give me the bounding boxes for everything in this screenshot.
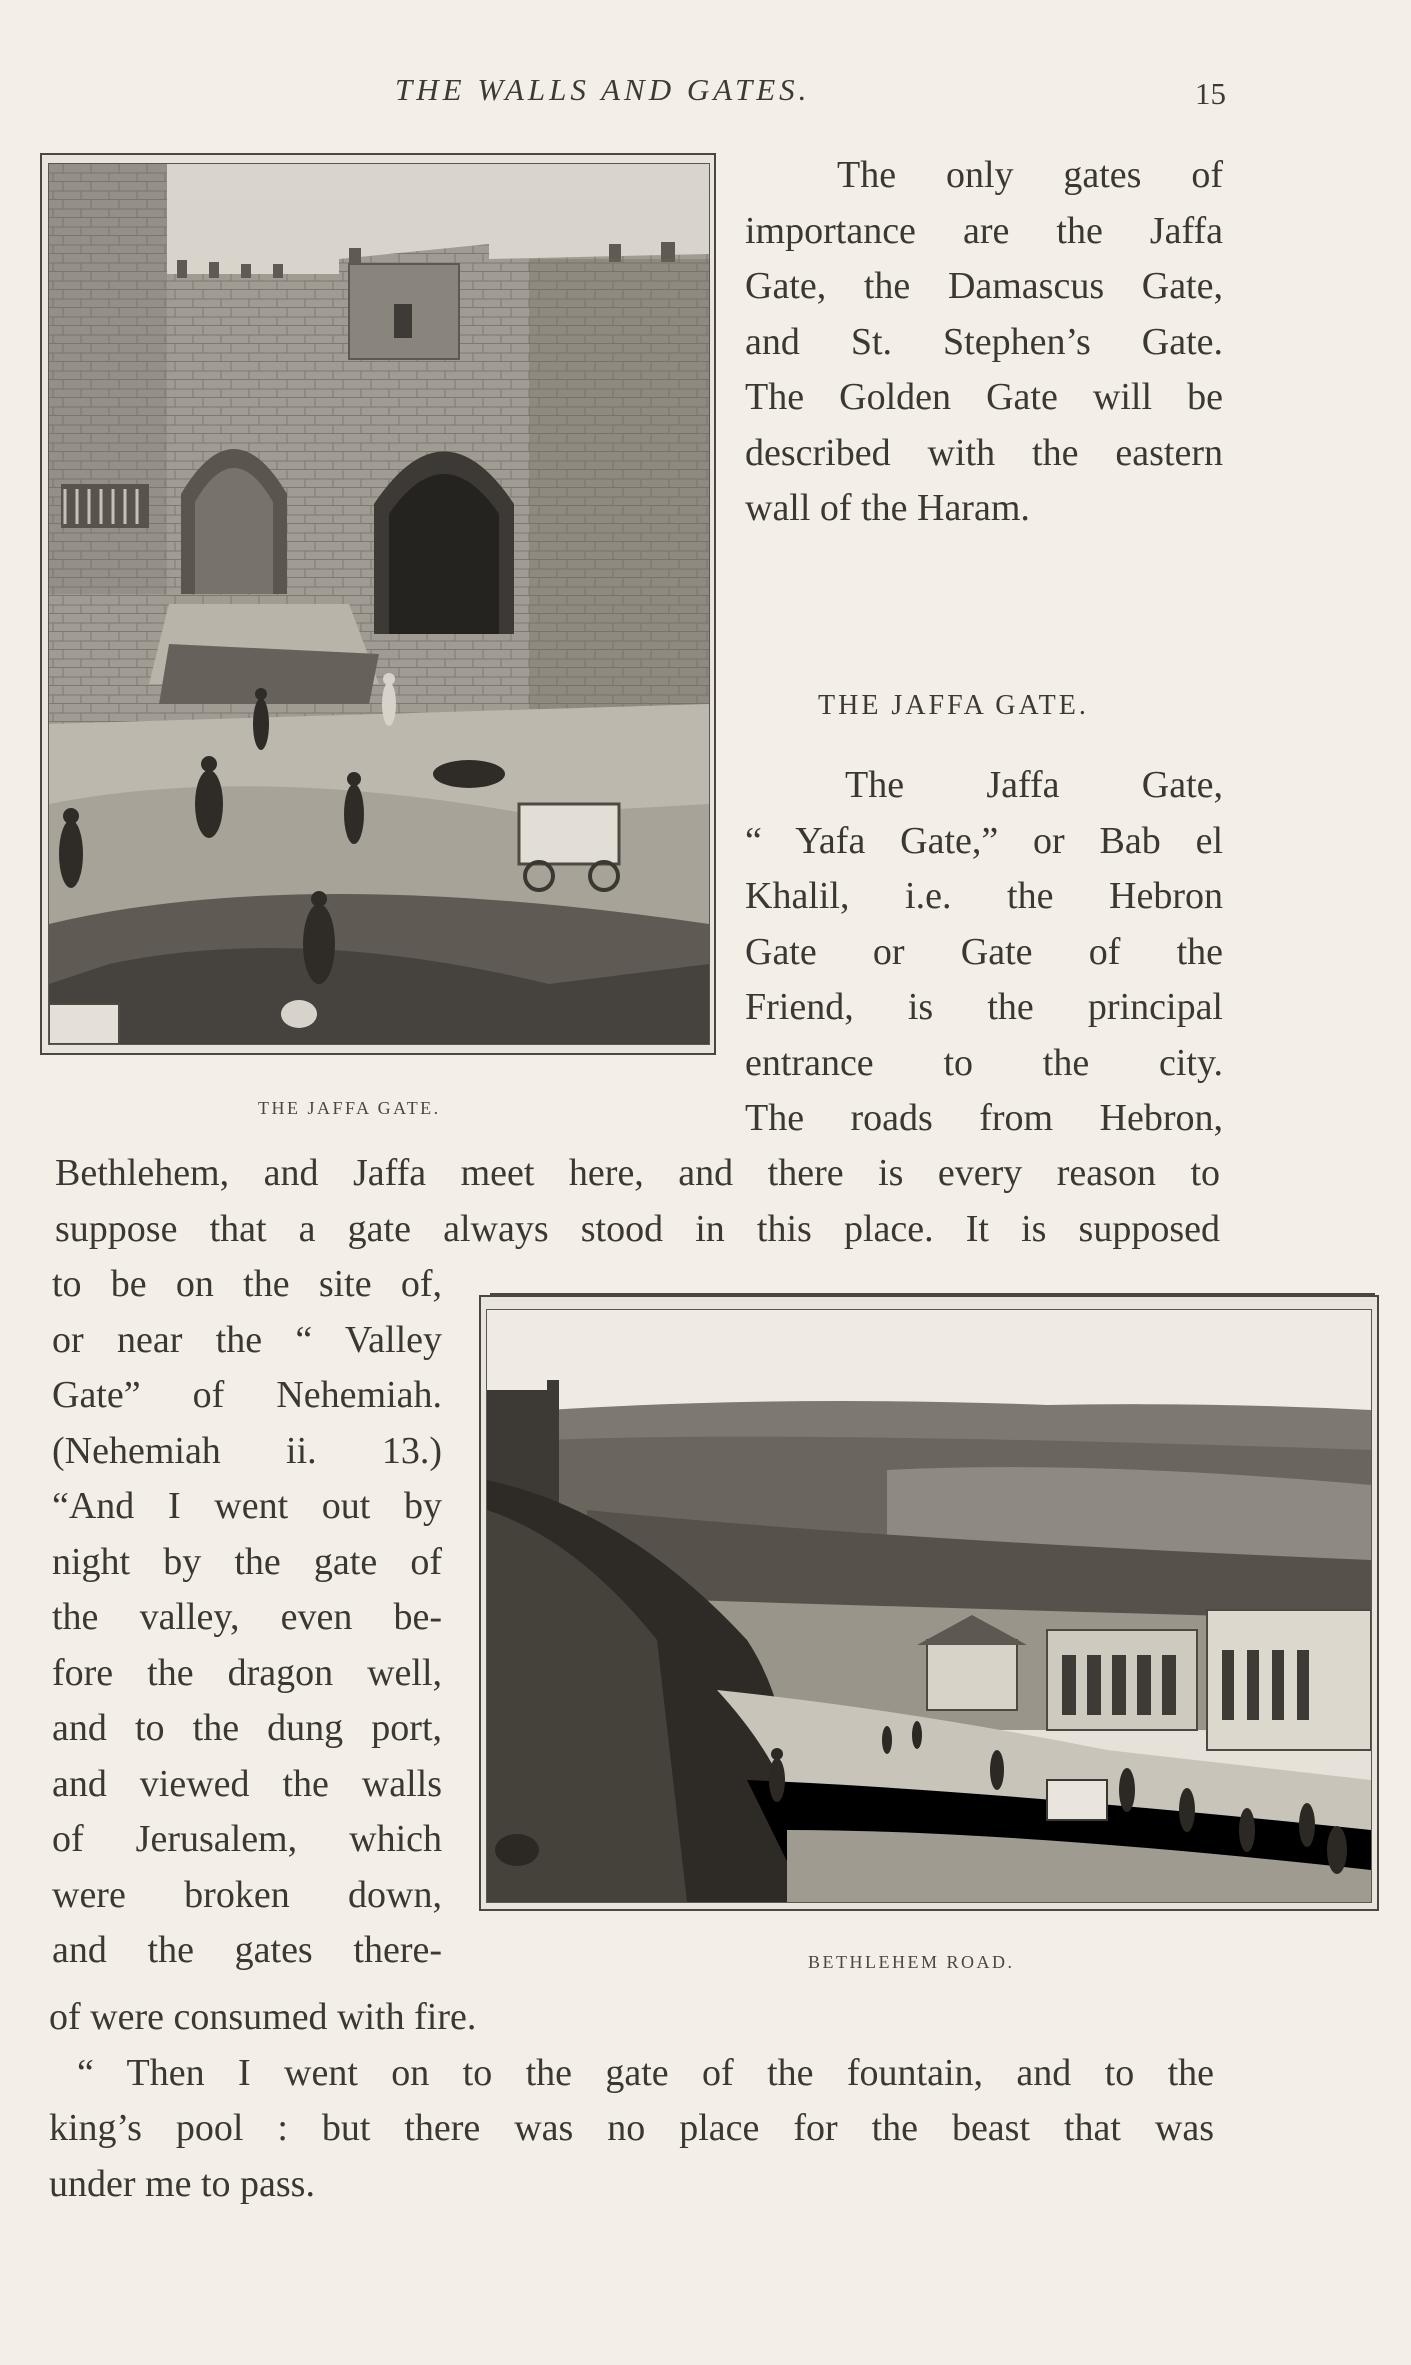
text-line: The Golden Gate will be bbox=[745, 376, 1223, 418]
text-line: “ Yafa Gate,” or Bab el bbox=[745, 819, 1223, 862]
text-line: fore the dragon well, bbox=[52, 1651, 442, 1694]
paragraph-closing bbox=[49, 1990, 1214, 2212]
text-line: Gate” of Nehemiah. bbox=[52, 1374, 442, 1416]
text-line: importance are the Jaffa bbox=[745, 209, 1223, 252]
text-line: Khalil, i.e. the Hebron bbox=[745, 875, 1223, 917]
jaffa-gate-illustration bbox=[49, 164, 709, 1044]
text-line: Friend, is the principal bbox=[745, 986, 1223, 1028]
running-title: THE WALLS AND GATES. bbox=[395, 72, 811, 107]
text-line: or near the “ Valley bbox=[52, 1318, 442, 1361]
page-number: 15 bbox=[1195, 76, 1226, 111]
section-heading: THE JAFFA GATE. bbox=[818, 690, 1089, 721]
text-line: The roads from Hebron, bbox=[745, 1097, 1223, 1139]
text-line: The only gates of bbox=[837, 154, 1223, 196]
text-line: and the gates there- bbox=[52, 1929, 442, 1971]
text-line: of were consumed with fire. bbox=[49, 1996, 477, 2038]
text-line: entrance to the city. bbox=[745, 1041, 1223, 1084]
text-line: to be on the site of, bbox=[52, 1263, 442, 1305]
paragraph-nehemiah bbox=[52, 1257, 442, 1979]
text-line: wall of the Haram. bbox=[745, 487, 1030, 529]
text-line: night by the gate of bbox=[52, 1540, 442, 1583]
text-line: Gate or Gate of the bbox=[745, 930, 1223, 973]
text-line: The Jaffa Gate, bbox=[845, 764, 1223, 806]
text-line: “And I went out by bbox=[52, 1485, 442, 1527]
paragraph-gates bbox=[745, 148, 1223, 537]
paragraph-jaffa-full bbox=[55, 1146, 1220, 1257]
bethlehem-road-caption: BETHLEHEM ROAD. bbox=[808, 1952, 1015, 1972]
text-line: “ Then I went on to the gate of the fountain, and to the bbox=[77, 2051, 1214, 2094]
text-line: (Nehemiah ii. 13.) bbox=[52, 1429, 442, 1472]
text-line: king’s pool : but there was no place for the beast that was bbox=[49, 2107, 1214, 2149]
text-line: described with the eastern bbox=[745, 431, 1223, 474]
text-line: and viewed the walls bbox=[52, 1762, 442, 1805]
text-line: were broken down, bbox=[52, 1873, 442, 1916]
bethlehem-road-photo-image bbox=[486, 1309, 1372, 1903]
text-line: of Jerusalem, which bbox=[52, 1818, 442, 1860]
text-line: Bethlehem, and Jaffa meet here, and there is every reason to bbox=[55, 1152, 1220, 1194]
text-line: and St. Stephen’s Gate. bbox=[745, 320, 1223, 363]
text-line: under me to pass. bbox=[49, 2162, 315, 2205]
jaffa-gate-caption: THE JAFFA GATE. bbox=[258, 1098, 441, 1118]
bethlehem-road-photo bbox=[479, 1295, 1379, 1911]
text-line: Gate, the Damascus Gate, bbox=[745, 265, 1223, 307]
text-line: suppose that a gate always stood in this place. It is supposed bbox=[55, 1207, 1220, 1250]
jaffa-gate-photo bbox=[40, 153, 716, 1055]
text-line: and to the dung port, bbox=[52, 1707, 442, 1749]
bethlehem-road-illustration bbox=[487, 1310, 1371, 1902]
jaffa-gate-photo-image bbox=[48, 163, 710, 1045]
paragraph-jaffa-right bbox=[745, 758, 1223, 1147]
text-line: the valley, even be- bbox=[52, 1596, 442, 1638]
